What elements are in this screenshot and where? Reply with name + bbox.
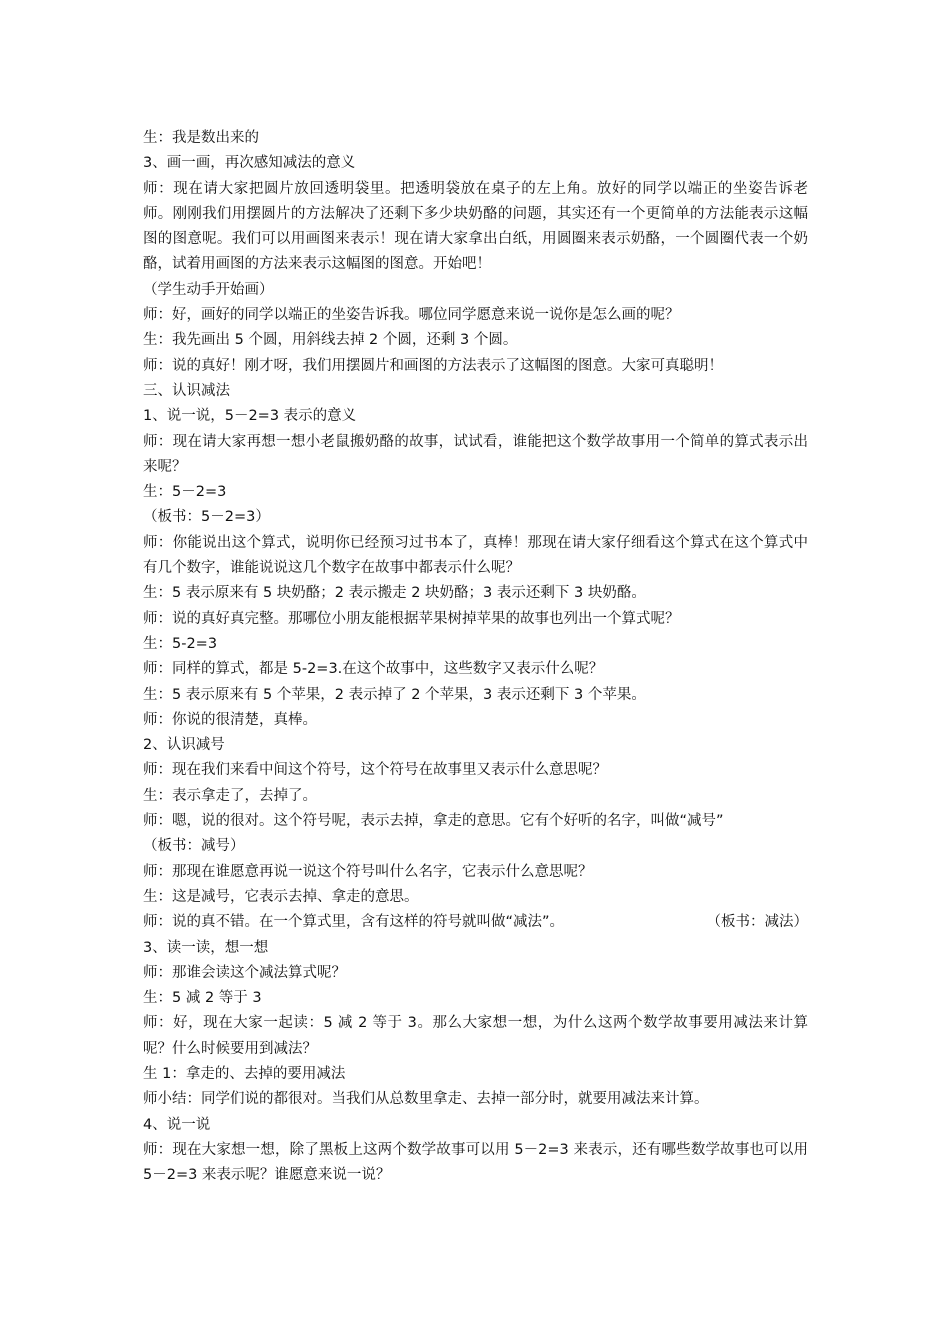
text-line: 师：现在我们来看中间这个符号，这个符号在故事里又表示什么意思呢？ [143, 762, 607, 779]
section-heading: 2、认识减号 [143, 737, 225, 754]
text-line-left: 师：说的真不错。在一个算式里，含有这样的符号就叫做“减法”。 [143, 914, 565, 931]
text-line: 生：5－2=3 [143, 484, 227, 501]
text-line: 生：我是数出来的 [143, 130, 259, 146]
section-heading: 3、画一画，再次感知减法的意义 [143, 155, 356, 172]
text-paragraph: 师：好，现在大家一起读：5 减 2 等于 3。那么大家想一想，为什么这两个数学故事要用减法来计算呢？什么时候要用到减法？ [143, 1015, 808, 1057]
text-line: （板书：减号） [143, 838, 245, 855]
text-line: 师：好，画好的同学以端正的坐姿告诉我。哪位同学愿意来说一说你是怎么画的呢？ [143, 307, 680, 324]
text-line: 师：那谁会读这个减法算式呢？ [143, 964, 346, 981]
text-line: 生：这是减号，它表示去掉、拿走的意思。 [143, 888, 419, 905]
section-heading: 三、认识减法 [143, 382, 230, 399]
text-line: 生：5 表示原来有 5 块奶酪；2 表示搬走 2 块奶酪；3 表示还剩下 3 块奶酪。 [143, 585, 646, 602]
text-line: 师小结：同学们说的都很对。当我们从总数里拿走、去掉一部分时，就要用减法来计算。 [143, 1091, 709, 1108]
text-line: 师：你说的很清楚，真棒。 [143, 711, 317, 728]
text-line: 师：说的真好真完整。那哪位小朋友能根据苹果树掉苹果的故事也列出一个算式呢？ [143, 610, 680, 627]
text-line: 生 1：拿走的、去掉的要用减法 [143, 1065, 346, 1082]
text-line: （板书：5－2=3） [143, 509, 270, 526]
text-paragraph: 师：现在请大家把圆片放回透明袋里。把透明袋放在桌子的左上角。放好的同学以端正的坐姿告诉老师。刚刚我们用摆圆片的方法解决了还剩下多少块奶酪的问题，其实还有一个更简单的方法能表示这幅图的图意呢。我们可以用画图来表示！现在请大家拿出白纸，用圆圈来表示奶酪，一个圆圈代表一个奶酪，试着用画图的方法来表示这幅图的图意。开始吧！ [143, 180, 808, 273]
text-paragraph: 师：现在请大家再想一想小老鼠搬奶酪的故事，试试看，谁能把这个数学故事用一个简单的算式表示出来呢？ [143, 433, 808, 475]
section-heading: 3、读一读，想一想 [143, 939, 269, 956]
board-note: （板书：减法） [706, 914, 808, 931]
text-line: 生：我先画出 5 个圆，用斜线去掉 2 个圆，还剩 3 个圆。 [143, 332, 518, 349]
text-line: 生：5 减 2 等于 3 [143, 990, 262, 1007]
text-line-with-board-note [143, 910, 808, 935]
text-paragraph: 师：你能说出这个算式，说明你已经预习过书本了，真棒！那现在请大家仔细看这个算式在这个算式中有几个数字，谁能说说这几个数字在故事中都表示什么呢？ [143, 534, 808, 577]
text-line: 生：表示拿走了，去掉了。 [143, 787, 317, 804]
text-line: （学生动手开始画） [143, 281, 274, 298]
text-line: 师：说的真好！刚才呀，我们用摆圆片和画图的方法表示了这幅图的图意。大家可真聪明！ [143, 357, 723, 374]
text-line: 师：那现在谁愿意再说一说这个符号叫什么名字，它表示什么意思呢？ [143, 863, 593, 880]
section-heading: 1、说一说，5－2=3 表示的意义 [143, 408, 357, 425]
text-line: 生：5-2=3 [143, 635, 218, 652]
text-line: 师：同样的算式，都是 5-2=3.在这个故事中，这些数字又表示什么呢？ [143, 661, 604, 678]
document-body [143, 126, 808, 1188]
text-paragraph: 师：现在大家想一想，除了黑板上这两个数学故事可以用 5－2=3 来表示，还有哪些数学故事也可以用 5－2=3 来表示呢？谁愿意来说一说？ [143, 1141, 808, 1184]
text-paragraph: 师：嗯，说的很对。这个符号呢，表示去掉，拿走的意思。它有个好听的名字，叫做“减号” [143, 813, 724, 830]
text-line: 生：5 表示原来有 5 个苹果，2 表示掉了 2 个苹果，3 表示还剩下 3 个苹果。 [143, 686, 646, 703]
section-heading: 4、说一说 [143, 1116, 211, 1133]
